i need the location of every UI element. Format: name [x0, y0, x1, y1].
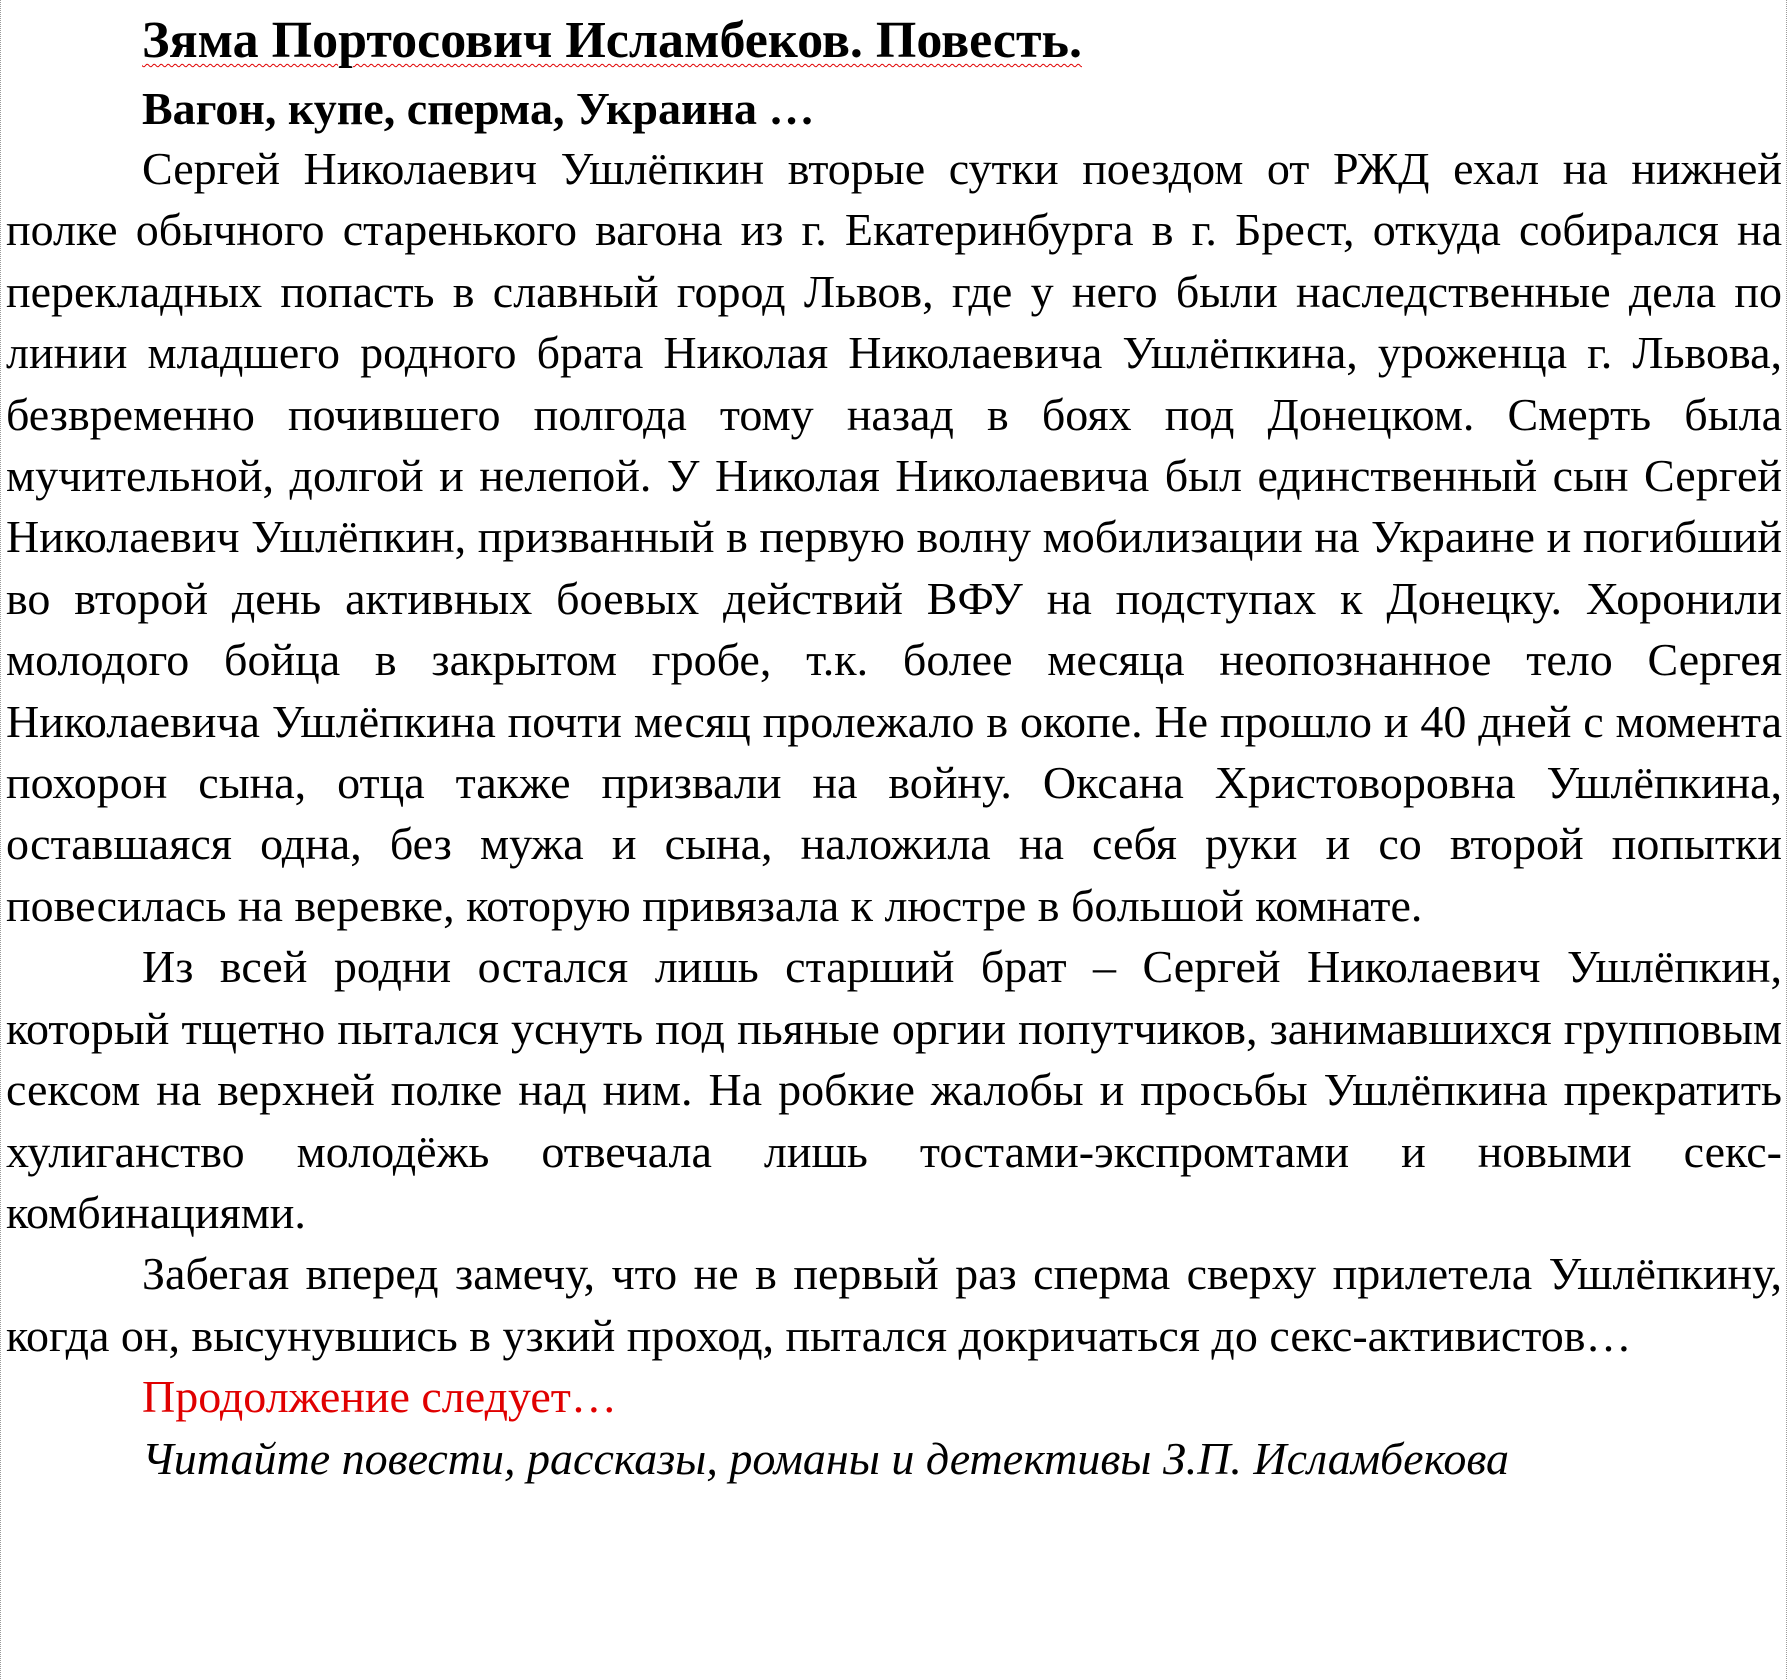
- paragraph-3: Забегая вперед замечу, что не в первый раз сперма сверху прилетела Ушлёпкину, когда он, высунувшись в узкий проход, пытался докричаться до секс-активистов…: [6, 1248, 1782, 1361]
- promo-line: [6, 1428, 1782, 1489]
- continuation-text: Продолжение следует…: [142, 1371, 617, 1423]
- paragraph-1: Сергей Николаевич Ушлёпкин вторые сутки поездом от РЖД ехал на нижней полке обычного старенького вагона из г. Екатеринбурга в г. Брест, откуда собирался на перекладных попасть в славный город Львов, где у него были наследственные дела по линии младшего родного брата Николая Николаевича Ушлёпкина, уроженца г. Львова, безвременно почившего полгода тому назад в боях под Донецком. Смерть была мучительной, долгой и нелепой. У Николая Николаевича был единственный сын Сергей Николаевич Ушлёпкин, призванный в первую волну мобилизации на Украине и погибший во второй день активных боевых действий ВФУ на подступах к Донецку. Хоронили молодого бойца в закрытом гробе, т.к. более месяца неопознанное тело Сергея Николаевича Ушлёпкина почти месяц пролежало в окопе. Не прошло и 40 дней с момента похорон сына, отца также призвали на войну. Оксана Христоворовна Ушлёпкина, оставшаяся одна, без мужа и сына, наложила на себя руки и со второй попытки повесилась на веревке, которую привязала к люстре в большой комнате.: [6, 143, 1782, 931]
- document-subtitle: Вагон, купе, сперма, Украина …: [142, 83, 815, 134]
- document-body[interactable]: [6, 2, 1782, 1489]
- promo-text: Читайте повести, рассказы, романы и детективы З.П. Исламбекова: [142, 1432, 1510, 1484]
- title-text: Зяма Портосович Исламбеков. Повесть.: [142, 12, 1082, 69]
- paragraph-2: Из всей родни остался лишь старший брат – Сергей Николаевич Ушлёпкин, который тщетно пытался уснуть под пьяные оргии попутчиков, занимавшихся групповым сексом на верхней полке над ним. На робкие жалобы и просьбы Ушлёпкина прекратить хулиганство молодёжь отвечала лишь тостами-экспромтами и новыми секс-комбинациями.: [6, 941, 1782, 1238]
- document-title: [6, 2, 1782, 80]
- continuation-note: [6, 1366, 1782, 1427]
